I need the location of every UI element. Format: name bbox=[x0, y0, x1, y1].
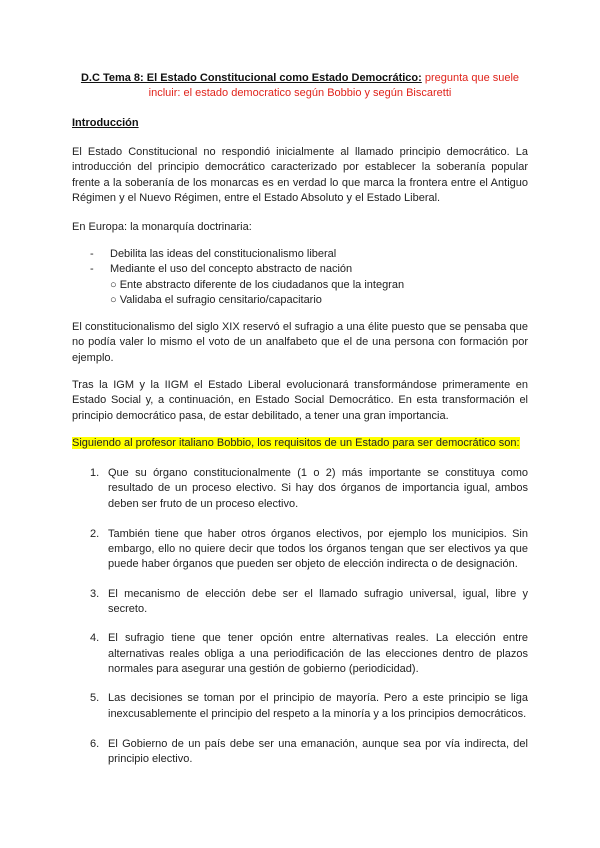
paragraph-intro: El Estado Constitucional no respondió inicialmente al llamado principio democrático. La introducción del principio democrático caracterizado por establecer la soberanía popular frente a la soberanía de los monarcas es en verdad lo que marca la frontera entre el Antiguo Régimen y el Nuevo Régimen, entre el Estado Absoluto y el Estado Liberal. bbox=[72, 146, 528, 204]
requirement-item bbox=[72, 527, 528, 573]
sub-list-item bbox=[72, 293, 528, 308]
item-text: El sufragio tiene que tener opción entre alternativas reales. La elección entre alternativas reales obliga a una periodificación de las elecciones dentro de plazos normales para asegurar una gestión de gobierno (periodicidad). bbox=[108, 632, 528, 675]
item-number: 4. bbox=[90, 632, 100, 645]
item-text: Que su órgano constitucionalmente (1 o 2) más importante se constituya como resultado de un proceso electivo. Si hay dos órganos de importancia igual, ambos deben ser fruto de un proceso electivo. bbox=[108, 467, 528, 510]
bullet-list bbox=[72, 247, 528, 308]
paragraph-post-war: Tras la IGM y la IIGM el Estado Liberal evolucionará transformándose primeramente en Estado Social y, a continuación, en Estado Social Democrático. En esta transformación el principio democrático pasa, de estar debilitado, a tener una gran importancia. bbox=[72, 379, 528, 422]
sub-list-item-text: Ente abstracto diferente de los ciudadanos que la integran bbox=[119, 278, 405, 291]
list-item bbox=[72, 262, 528, 277]
list-item bbox=[72, 247, 528, 262]
title-topic: D.C Tema 8: El Estado Constitucional como Estado Democrático: bbox=[80, 72, 422, 84]
paragraph-europe: En Europa: la monarquía doctrinaria: bbox=[72, 221, 252, 233]
title-note: pregunta que suele incluir: el estado democratico según Bobbio y según Biscaretti bbox=[148, 72, 520, 100]
list-item-text: Mediante el uso del concepto abstracto de nación bbox=[110, 263, 353, 276]
requirement-item bbox=[72, 691, 528, 722]
sub-list-item-text: Validaba el sufragio censitario/capacitario bbox=[119, 293, 322, 306]
circle-bullet-icon: ○ bbox=[110, 278, 117, 291]
requirement-item bbox=[72, 737, 528, 768]
item-text: También tiene que haber otros órganos electivos, por ejemplo los municipios. Sin embargo, ello no quiere decir que todos los órganos tengan que ser electivos ya que puede haber órganos que pueden ser objeto de elección indirecta o de designación. bbox=[108, 527, 528, 571]
circle-bullet-icon: ○ bbox=[110, 293, 117, 306]
dash-marker: - bbox=[90, 248, 94, 260]
list-item-text: Debilita las ideas del constitucionalismo liberal bbox=[110, 248, 337, 260]
intro-heading: Introducción bbox=[72, 117, 139, 129]
paragraph-xix: El constitucionalismo del siglo XIX reservó el sufragio a una élite puesto que se pensaba que no podía valer lo mismo el voto de un analfabeto que el de una persona con formación por ejemplo. bbox=[72, 321, 528, 364]
document-title bbox=[72, 71, 528, 102]
dash-marker: - bbox=[90, 263, 94, 276]
bobbio-intro bbox=[72, 436, 520, 451]
item-number: 3. bbox=[90, 587, 100, 600]
item-number: 1. bbox=[90, 467, 100, 479]
requirement-item bbox=[72, 466, 528, 512]
sub-list-item bbox=[72, 278, 528, 293]
item-text: El Gobierno de un país debe ser una emanación, aunque sea por vía indirecta, del principio electivo. bbox=[108, 737, 528, 766]
item-text: El mecanismo de elección debe ser el llamado sufragio universal, igual, libre y secreto. bbox=[108, 587, 528, 616]
item-number: 6. bbox=[90, 737, 100, 750]
item-text: Las decisiones se toman por el principio de mayoría. Pero a este principio se liga inexcusablemente el principio del respeto a la minoría y a los principios democráticos. bbox=[108, 692, 528, 720]
requirements-list bbox=[72, 466, 528, 767]
item-number: 5. bbox=[90, 692, 100, 705]
requirement-item bbox=[72, 587, 528, 618]
item-number: 2. bbox=[90, 527, 100, 540]
highlighted-text: Siguiendo al profesor italiano Bobbio, los requisitos de un Estado para ser democrático son: bbox=[72, 437, 520, 449]
requirement-item bbox=[72, 631, 528, 677]
